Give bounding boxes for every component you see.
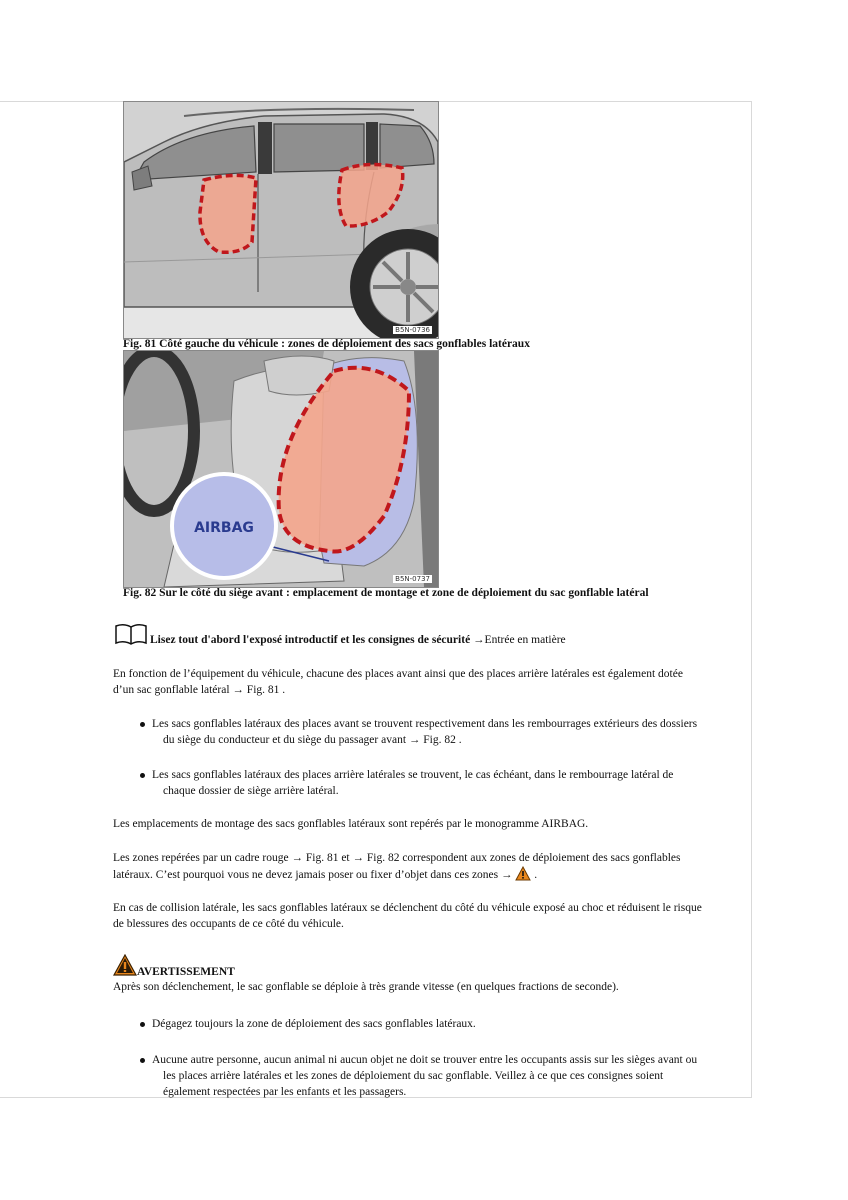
figure-81-car-side [123,101,439,339]
paragraph-3 [113,850,680,883]
figure-82-caption: Fig. 82 Sur le côté du siège avant : emplacement de montage et zone de déploiement du sac gonflable latéral [123,587,649,599]
intro-bold: Lisez tout d'abord l'exposé introductif et les consignes de sécurité [150,634,471,646]
warning-title-icon [113,954,137,976]
list-item-line: les places arrière latérales et les zones de déploiement du sac gonflable. Veillez à ce que ces consignes soient [163,1070,664,1082]
figure-81-code: B5N-0736 [395,326,430,334]
figure-82-seat [123,350,439,588]
paragraph-3-line-2b: . [531,869,538,881]
paragraph-4-line-2: de blessures des occupants de ce côté du véhicule. [113,918,344,930]
list-item [152,716,697,748]
car-side-illustration [124,102,438,338]
list-item-line: également respectées par les enfants et les passagers. [163,1086,407,1098]
intro-link[interactable]: →Entrée en matière [473,634,566,646]
paragraph-3-line-2 [113,866,680,883]
list-item-line: Dégagez toujours la zone de déploiement des sacs gonflables latéraux. [152,1018,476,1030]
page-frame-right [751,101,752,1097]
paragraph-1-line-2: d’un sac gonflable latéral → Fig. 81 . [113,684,286,696]
warning-title: AVERTISSEMENT [137,966,235,978]
list-item [152,767,673,799]
figure-81-caption: Fig. 81 Côté gauche du véhicule : zones de déploiement des sacs gonflables latéraux [123,338,530,350]
list-item-line: Les sacs gonflables latéraux des places arrière latérales se trouvent, le cas échéant, dans le rembourrage latéral de [152,769,674,781]
bullet-dot [140,773,145,778]
list-item-line: du siège du conducteur et du siège du passager avant → Fig. 82 . [163,734,462,746]
paragraph-1-line-1: En fonction de l’équipement du véhicule, chacune des places avant ainsi que des places arrière latérales est également dotée [113,668,683,680]
paragraph-4 [113,900,702,932]
warning-icon[interactable] [515,866,531,881]
list-item-line: Les sacs gonflables latéraux des places avant se trouvent respectivement dans les rembourrages extérieurs des dossiers [152,718,698,730]
paragraph-2: Les emplacements de montage des sacs gonflables latéraux sont repérés par le monogramme AIRBAG. [113,818,589,830]
book-icon [114,623,148,645]
bullet-dot [140,1022,145,1027]
bullet-dot [140,722,145,727]
figure-82-code: B5N-0737 [395,575,430,583]
warning-text: Après son déclenchement, le sac gonflable se déploie à très grande vitesse (en quelques fractions de seconde). [113,981,619,993]
list-item [152,1052,697,1100]
intro-line [150,632,566,648]
paragraph-1 [113,666,683,698]
paragraph-3-line-1: Les zones repérées par un cadre rouge → Fig. 81 et → Fig. 82 correspondent aux zones de déploiement des sacs gonflables [113,852,681,864]
list-item [152,1016,476,1032]
paragraph-3-line-2a: latéraux. C’est pourquoi vous ne devez jamais poser ou fixer d’objet dans ces zones → [113,869,513,881]
list-item-line: Aucune autre personne, aucun animal ni aucun objet ne doit se trouver entre les occupants assis sur les sièges avant ou [152,1054,698,1066]
paragraph-4-line-1: En cas de collision latérale, les sacs gonflables latéraux se déclenchent du côté du véhicule exposé au choc et réduisent le risque [113,902,702,914]
list-item-line: chaque dossier de siège arrière latéral. [163,785,339,797]
seat-illustration [124,351,438,587]
bullet-dot [140,1058,145,1063]
airbag-badge-text: AIRBAG [194,520,254,536]
